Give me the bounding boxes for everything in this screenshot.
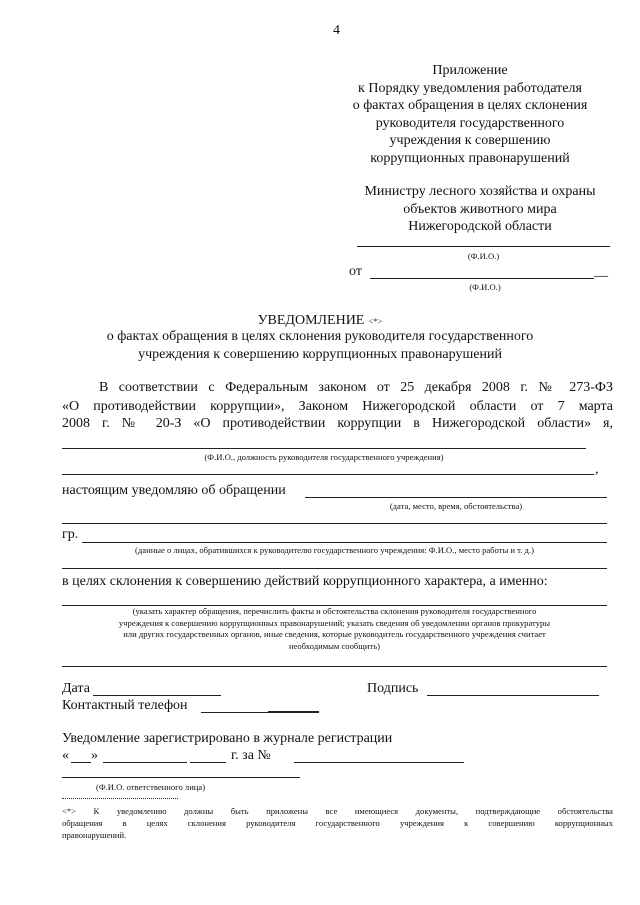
head-fio-line-2: [62, 474, 594, 475]
circumstances-line: [62, 523, 607, 524]
caption-specify-line: или других государственных органов, иные сведения, которые руководитель государственного учреждения считает: [123, 629, 546, 639]
subtitle-line: о фактах обращения в целях склонения руководителя государственного: [106, 329, 534, 344]
addressee-fio-line: [357, 246, 610, 247]
caption-persons: (данные о лицах, обратившихся к руководителю государственного учреждения: Ф.И.О., место работы и т. д.): [135, 545, 534, 555]
appendix-block: [310, 62, 630, 168]
footnote-separator: [62, 798, 178, 799]
caption-specify-line: учреждения к совершению коррупционных правонарушений; указать сведения об уведомлении органов прокуратуры: [118, 617, 551, 628]
specify-line-2: [62, 666, 607, 667]
caption-specify: [62, 606, 607, 652]
reg-day-line: [71, 762, 91, 763]
appendix-line: коррупционных правонарушений: [370, 150, 570, 166]
signature-line: [427, 695, 599, 696]
title-footnote-mark: <*>: [368, 316, 383, 326]
footnote-line: обращения в целях склонения руководителя государственного учреждения к совершению коррупционных: [62, 818, 613, 828]
from-end: __: [594, 264, 608, 279]
page-number: 4: [333, 23, 340, 38]
date-label: Дата: [62, 681, 90, 696]
date-place-line: [305, 497, 607, 498]
caption-head: (Ф.И.О., должность руководителя государственного учреждения): [204, 452, 444, 462]
purpose-text: в целях склонения к совершению действий коррупционного характера, а именно:: [62, 574, 548, 589]
appendix-line: о фактах обращения в целях склонения: [352, 98, 588, 114]
footnote-line: <*> К уведомлению должны быть приложены все имеющиеся документы, подтверждающие обстоятельства: [62, 806, 613, 816]
title-text: УВЕДОМЛЕНИЕ: [257, 313, 365, 328]
persons-line-2: [62, 568, 607, 569]
persons-line: [82, 542, 607, 543]
signature-label: Подпись: [367, 681, 419, 696]
reg-quote-open: «: [62, 748, 69, 763]
addressee-line: объектов животного мира: [403, 201, 557, 217]
from-label: от: [349, 264, 362, 279]
appendix-line: учреждения к совершению: [389, 133, 551, 149]
document-title: [0, 311, 640, 329]
addressee-line: Нижегородской области: [408, 219, 552, 235]
appendix-line: руководителя государственного: [375, 115, 565, 131]
date-line: [93, 695, 221, 696]
fio-caption: (Ф.И.О.): [467, 251, 500, 261]
intro-line: В соответствии с Федеральным законом от 25 декабря 2008 г. № 273-ФЗ: [99, 380, 613, 395]
reg-year-label: г. за №: [231, 748, 271, 763]
gr-label: гр.: [62, 527, 79, 542]
reg-month-line: [103, 762, 187, 763]
addressee-line: Министру лесного хозяйства и охраны: [364, 184, 596, 199]
appendix-line: Приложение: [432, 63, 508, 78]
notify-label: настоящим уведомляю об обращении: [62, 483, 286, 498]
registered-text: Уведомление зарегистрировано в журнале регистрации: [62, 731, 393, 746]
document-subtitle: [0, 328, 640, 363]
intro-line: 2008 г. № 20-З «О противодействии коррупции в Нижегородской области» я,: [62, 416, 613, 431]
from-fio-line: [370, 278, 594, 279]
reg-quote-close: »: [91, 748, 98, 763]
footnote-line: правонарушений.: [62, 830, 127, 840]
caption-date: (дата, место, время, обстоятельства): [389, 501, 523, 511]
addressee-block: [330, 183, 630, 236]
appendix-line: к Порядку уведомления работодателя: [358, 80, 582, 96]
intro-line: «О противодействии коррупции», Законом Нижегородской области от 7 марта: [62, 399, 613, 414]
comma: ,: [595, 462, 599, 477]
head-fio-line: [62, 448, 586, 449]
caption-specify-line: необходимым сообщить): [288, 640, 381, 651]
phone-line-bold: [268, 711, 319, 713]
footnote: [62, 805, 613, 841]
responsible-line: [62, 777, 300, 778]
subtitle-line: учреждения к совершению коррупционных правонарушений: [138, 346, 502, 362]
caption-specify-line: (указать характер обращения, перечислить факты и обстоятельства склонения руководителя государственного: [132, 606, 537, 616]
phone-label: Контактный телефон: [62, 698, 188, 713]
reg-number-line: [294, 762, 464, 763]
fio-caption: (Ф.И.О.): [469, 282, 501, 292]
caption-responsible: (Ф.И.О. ответственного лица): [96, 782, 206, 792]
reg-yearnum-line: [190, 762, 226, 763]
